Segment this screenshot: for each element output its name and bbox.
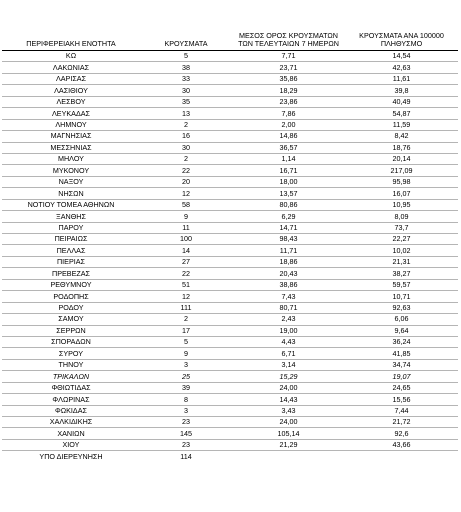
cell-per100k: 42,63 [345,62,458,73]
cell-cases: 13 [140,108,232,119]
cell-cases: 23 [140,417,232,428]
cell-avg7: 16,71 [232,165,345,176]
cell-per100k: 15,56 [345,394,458,405]
cell-cases: 2 [140,153,232,164]
table-row [2,96,458,107]
table-row [2,314,458,325]
cell-region: ΦΩΚΙΔΑΣ [2,405,140,416]
cell-per100k [345,451,458,462]
cell-per100k: 7,44 [345,405,458,416]
cell-avg7: 80,71 [232,302,345,313]
cell-per100k: 41,85 [345,348,458,359]
cell-cases: 11 [140,222,232,233]
cell-cases: 12 [140,188,232,199]
cell-cases: 3 [140,359,232,370]
cell-region: ΚΩ [2,51,140,62]
header-region: ΠΕΡΙΦΕΡΕΙΑΚΗ ΕΝΟΤΗΤΑ [2,14,140,51]
cell-region: ΡΟΔΟΥ [2,302,140,313]
cell-per100k: 10,71 [345,291,458,302]
cell-region: ΠΡΕΒΕΖΑΣ [2,268,140,279]
cell-region: ΜΗΛΟΥ [2,153,140,164]
cell-avg7: 35,86 [232,73,345,84]
table-row [2,394,458,405]
cell-per100k: 92,6 [345,428,458,439]
cell-per100k: 217,09 [345,165,458,176]
cell-per100k: 20,14 [345,153,458,164]
table-row [2,85,458,96]
cell-region: ΤΗΝΟΥ [2,359,140,370]
table-row [2,279,458,290]
cell-region: ΧΑΝΙΩΝ [2,428,140,439]
cell-region: ΛΕΥΚΑΔΑΣ [2,108,140,119]
cell-avg7: 18,86 [232,256,345,267]
cell-region: ΦΘΙΩΤΙΔΑΣ [2,382,140,393]
cell-region: ΛΑΣΙΘΙΟΥ [2,85,140,96]
table-row [2,382,458,393]
cell-avg7: 6,71 [232,348,345,359]
cell-region: ΠΕΙΡΑΙΩΣ [2,234,140,245]
cell-region: ΣΑΜΟΥ [2,314,140,325]
table-body [2,51,458,462]
table-row [2,325,458,336]
cell-avg7: 38,86 [232,279,345,290]
cell-per100k: 39,8 [345,85,458,96]
header-cases: ΚΡΟΥΣΜΑΤΑ [140,14,232,51]
cell-per100k: 9,64 [345,325,458,336]
cell-avg7: 14,86 [232,131,345,142]
cell-per100k: 6,06 [345,314,458,325]
table-row [2,417,458,428]
cell-avg7: 105,14 [232,428,345,439]
cell-region: ΜΕΣΣΗΝΙΑΣ [2,142,140,153]
cell-per100k: 10,95 [345,199,458,210]
cell-cases: 145 [140,428,232,439]
cell-per100k: 14,54 [345,51,458,62]
cell-region: ΦΛΩΡΙΝΑΣ [2,394,140,405]
table-row [2,348,458,359]
cell-region: ΞΑΝΘΗΣ [2,211,140,222]
table-header [2,14,458,51]
table-row [2,405,458,416]
cell-avg7: 21,29 [232,439,345,450]
cell-region: ΣΠΟΡΑΔΩΝ [2,336,140,347]
cell-cases: 33 [140,73,232,84]
table-row [2,256,458,267]
cell-cases: 2 [140,314,232,325]
cell-per100k: 40,49 [345,96,458,107]
table-row [2,439,458,450]
cell-per100k: 34,74 [345,359,458,370]
cell-region: ΧΑΛΚΙΔΙΚΗΣ [2,417,140,428]
cell-region: ΧΙΟΥ [2,439,140,450]
cell-cases: 20 [140,176,232,187]
cell-cases: 114 [180,451,192,461]
cell-cases: 39 [140,382,232,393]
table-row [2,211,458,222]
cell-cases: 8 [140,394,232,405]
cell-region: ΠΑΡΟΥ [2,222,140,233]
cell-region: ΜΑΓΝΗΣΙΑΣ [2,131,140,142]
cell-avg7: 19,00 [232,325,345,336]
cell-per100k: 22,27 [345,234,458,245]
cell-per100k: 19,07 [345,371,458,382]
cell-avg7: 18,00 [232,176,345,187]
cell-avg7: 98,43 [232,234,345,245]
cell-region: ΝΑΞΟΥ [2,176,140,187]
cell-avg7: 24,00 [232,382,345,393]
table-row [2,371,458,382]
table-row [2,119,458,130]
cell-region: ΡΕΘΥΜΝΟΥ [2,279,140,290]
table-row [2,62,458,73]
table-row [2,222,458,233]
cell-per100k: 43,66 [345,439,458,450]
cell-per100k: 36,24 [345,336,458,347]
cell-avg7: 15,29 [232,371,345,382]
cell-avg7: 4,43 [232,336,345,347]
table-row [2,188,458,199]
table-row [2,131,458,142]
cell-region: ΛΑΡΙΣΑΣ [2,73,140,84]
table-row [2,291,458,302]
cell-per100k: 11,59 [345,119,458,130]
table-row [2,359,458,370]
cell-per100k: 11,61 [345,73,458,84]
cell-cases: 5 [140,336,232,347]
cell-cases: 100 [140,234,232,245]
cell-region: ΠΙΕΡΙΑΣ [2,256,140,267]
cell-cases: 17 [140,325,232,336]
table-row [2,428,458,439]
cell-avg7: 1,14 [232,153,345,164]
cell-per100k: 95,98 [345,176,458,187]
cell-region: ΜΥΚΟΝΟΥ [2,165,140,176]
cell-per100k: 21,72 [345,417,458,428]
cell-region: ΠΕΛΛΑΣ [2,245,140,256]
table-row [2,199,458,210]
cell-avg7: 14,71 [232,222,345,233]
cell-cases: 51 [140,279,232,290]
cell-cases: 30 [140,85,232,96]
cell-cases: 27 [140,256,232,267]
cell-cases: 2 [140,119,232,130]
table-row [2,336,458,347]
cell-cases: 35 [140,96,232,107]
cell-cases: 3 [140,405,232,416]
header-row [2,14,458,51]
cell-avg7: 80,86 [232,199,345,210]
cell-region: ΝΟΤΙΟΥ ΤΟΜΕΑ ΑΘΗΝΩΝ [2,199,140,210]
cell-cases: 58 [140,199,232,210]
cell-avg7: 14,43 [232,394,345,405]
table-row [2,268,458,279]
cell-avg7: 2,00 [232,119,345,130]
table-row [2,234,458,245]
cell-region: ΤΡΙΚΑΛΩΝ [2,371,140,382]
cell-region: ΛΗΜΝΟΥ [2,119,140,130]
cell-per100k: 21,31 [345,256,458,267]
cell-avg7: 23,71 [232,62,345,73]
cell-cases: 5 [140,51,232,62]
cell-cases: 9 [140,211,232,222]
table-row [2,451,458,462]
cell-cases: 38 [140,62,232,73]
cell-cases: 111 [140,302,232,313]
cell-cases: 25 [140,371,232,382]
cell-per100k: 18,76 [345,142,458,153]
cell-avg7: 7,43 [232,291,345,302]
table-row [2,153,458,164]
cell-cases: 23 [140,439,232,450]
table-row [2,245,458,256]
cell-region: ΣΥΡΟΥ [2,348,140,359]
cell-per100k: 24,65 [345,382,458,393]
cell-avg7: 20,43 [232,268,345,279]
cell-avg7: 23,86 [232,96,345,107]
cell-avg7: 7,71 [232,51,345,62]
header-avg7: ΜΕΣΟΣ ΟΡΟΣ ΚΡΟΥΣΜΑΤΩΝ ΤΩΝ ΤΕΛΕΥΤΑΙΩΝ 7 ΗΜΕΡΩΝ [232,14,345,51]
table-row [2,142,458,153]
cell-per100k: 54,87 [345,108,458,119]
cell-avg7: 7,86 [232,108,345,119]
cell-avg7: 18,29 [232,85,345,96]
cell-region: ΡΟΔΟΠΗΣ [2,291,140,302]
cell-region: ΛΑΚΩΝΙΑΣ [2,62,140,73]
cell-per100k: 92,63 [345,302,458,313]
cell-per100k: 10,02 [345,245,458,256]
cell-avg7: 3,14 [232,359,345,370]
table-row [2,108,458,119]
table-row [2,51,458,62]
cell-cases: 16 [140,131,232,142]
cell-cases: 14 [140,245,232,256]
cell-avg7 [232,451,345,462]
cell-region: ΣΕΡΡΩΝ [2,325,140,336]
cell-cases: 9 [140,348,232,359]
cell-per100k: 8,09 [345,211,458,222]
cell-cases: 30 [140,142,232,153]
table-row [2,165,458,176]
cell-avg7: 11,71 [232,245,345,256]
cases-table [2,14,458,462]
cell-region: ΝΗΣΩΝ [2,188,140,199]
cell-avg7: 6,29 [232,211,345,222]
table-row [2,302,458,313]
table-row [2,176,458,187]
cell-avg7: 36,57 [232,142,345,153]
cell-avg7: 3,43 [232,405,345,416]
cell-region: ΥΠΟ ΔΙΕΡΕΥΝΗΣΗ [39,451,103,461]
header-per100k: ΚΡΟΥΣΜΑΤΑ ΑΝΑ 100000 ΠΛΗΘΥΣΜΟ [345,14,458,51]
cell-per100k: 8,42 [345,131,458,142]
cell-per100k: 38,27 [345,268,458,279]
cell-region: ΛΕΣΒΟΥ [2,96,140,107]
cell-per100k: 73,7 [345,222,458,233]
cell-per100k: 59,57 [345,279,458,290]
cell-cases: 12 [140,291,232,302]
cell-avg7: 13,57 [232,188,345,199]
cell-cases: 22 [140,268,232,279]
cell-cases: 22 [140,165,232,176]
table-row [2,73,458,84]
cell-avg7: 2,43 [232,314,345,325]
cell-per100k: 16,07 [345,188,458,199]
cell-avg7: 24,00 [232,417,345,428]
